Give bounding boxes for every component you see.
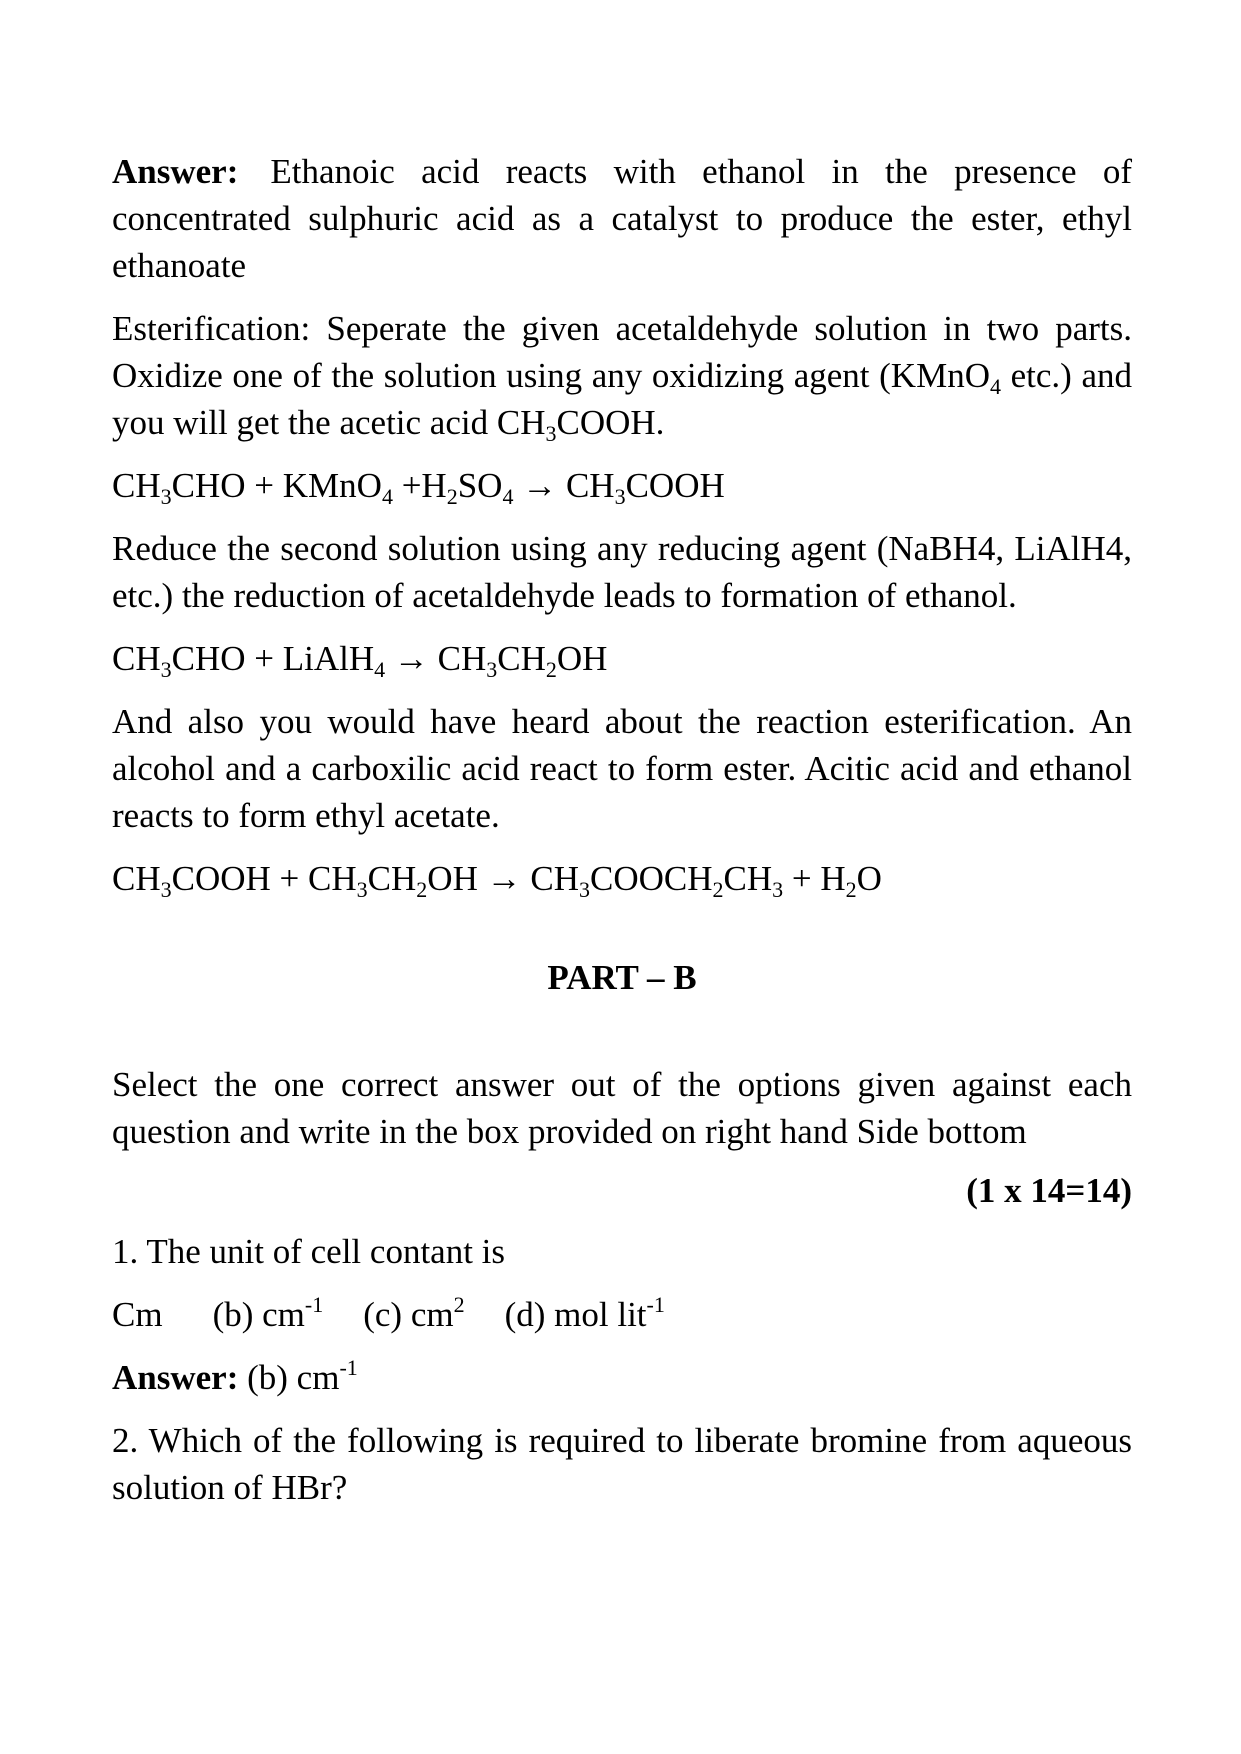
answer-text: Ethanoic acid reacts with ethanol in the presence of concentrated sulphuric acid as a catalyst to produce the ester, ethyl ethanoate — [112, 152, 1132, 285]
equation-oxidation — [112, 462, 1132, 509]
option-b-text: (b) cm — [212, 1295, 305, 1334]
document-page — [112, 148, 1132, 1527]
instructions: Select the one correct answer out of the options given against each question and write in the box provided on right hand Side bottom — [112, 1065, 1132, 1151]
answer-label: Answer: — [112, 152, 239, 191]
eq-part: CH — [723, 859, 773, 898]
eq-part: COOH + CH — [171, 859, 357, 898]
subscript: 2 — [446, 484, 458, 509]
option-c-text: (c) cm — [363, 1295, 454, 1334]
answer-text: (b) cm — [238, 1358, 340, 1397]
eq-part: OH — [556, 639, 608, 678]
subscript: 3 — [356, 877, 368, 902]
option-b — [212, 1292, 324, 1334]
option-a: Cm — [112, 1295, 163, 1334]
subscript: 3 — [160, 657, 172, 682]
superscript: 2 — [453, 1292, 465, 1317]
eq-part: CH — [112, 466, 161, 505]
marks-label: (1 x 14=14) — [966, 1171, 1132, 1210]
arrow-icon: → — [385, 639, 438, 678]
subscript: 3 — [578, 877, 590, 902]
subscript: 3 — [545, 421, 557, 446]
eq-part: CH — [112, 639, 161, 678]
subscript: 4 — [381, 484, 393, 509]
subscript: 3 — [614, 484, 626, 509]
answer-paragraph — [112, 148, 1132, 289]
subscript: 3 — [486, 657, 498, 682]
eq-part: CH — [112, 859, 161, 898]
equation-reduction — [112, 635, 1132, 682]
superscript: -1 — [304, 1292, 324, 1317]
esterification-text-3: COOH. — [556, 403, 665, 442]
esterification-reaction-paragraph: And also you would have heard about the reaction esterification. An alcohol and a carboxilic acid react to form ester. Acitic acid and ethanol reacts to form ethyl acetate. — [112, 702, 1132, 835]
eq-part: OH — [427, 859, 478, 898]
option-d — [504, 1292, 665, 1334]
eq-part: CH — [367, 859, 417, 898]
eq-part: + H — [783, 859, 846, 898]
subscript: 2 — [712, 877, 724, 902]
option-d-text: (d) mol lit — [504, 1295, 647, 1334]
eq-part: SO — [457, 466, 503, 505]
esterification-paragraph — [112, 305, 1132, 446]
eq-part: CHO + KMnO — [171, 466, 382, 505]
question-1-options — [112, 1291, 1132, 1338]
eq-part: CHO + LiAlH — [171, 639, 375, 678]
eq-part: O — [856, 859, 882, 898]
eq-part: CH — [497, 639, 546, 678]
subscript: 2 — [845, 877, 857, 902]
subscript: 2 — [545, 657, 557, 682]
eq-part: CH — [437, 639, 487, 678]
esterification-text-1: Esterification: Seperate the given acetaldehyde solution in two parts. Oxidize one of the solution using any oxidizing agent (KMnO — [112, 309, 1132, 395]
arrow-icon: → — [477, 859, 531, 898]
subscript: 4 — [374, 657, 386, 682]
equation-esterification — [112, 855, 1132, 902]
subscript: 4 — [502, 484, 514, 509]
eq-part: CH — [565, 466, 615, 505]
eq-part: +H — [392, 466, 447, 505]
question-1-answer — [112, 1354, 1132, 1401]
superscript: -1 — [646, 1292, 665, 1317]
eq-part: CH — [530, 859, 579, 898]
eq-part: COOH — [625, 466, 725, 505]
subscript: 3 — [160, 484, 172, 509]
option-c — [363, 1292, 465, 1334]
reduction-paragraph: Reduce the second solution using any reducing agent (NaBH4, LiAlH4, etc.) the reduction of acetaldehyde leads to formation of ethanol. — [112, 529, 1132, 615]
superscript: -1 — [339, 1355, 358, 1380]
subscript: 2 — [416, 877, 428, 902]
eq-part: COOCH — [589, 859, 713, 898]
arrow-icon: → — [513, 466, 566, 505]
subscript: 3 — [160, 877, 172, 902]
part-b-heading: PART – B — [547, 958, 697, 997]
question-1: 1. The unit of cell contant is — [112, 1232, 506, 1271]
subscript: 4 — [989, 374, 1001, 399]
question-2: 2. Which of the following is required to liberate bromine from aqueous solution of HBr? — [112, 1421, 1132, 1507]
esterification-text-2: etc.) and you will get the acetic acid CH — [112, 356, 1132, 442]
subscript: 3 — [772, 877, 784, 902]
answer-label: Answer: — [112, 1358, 239, 1397]
